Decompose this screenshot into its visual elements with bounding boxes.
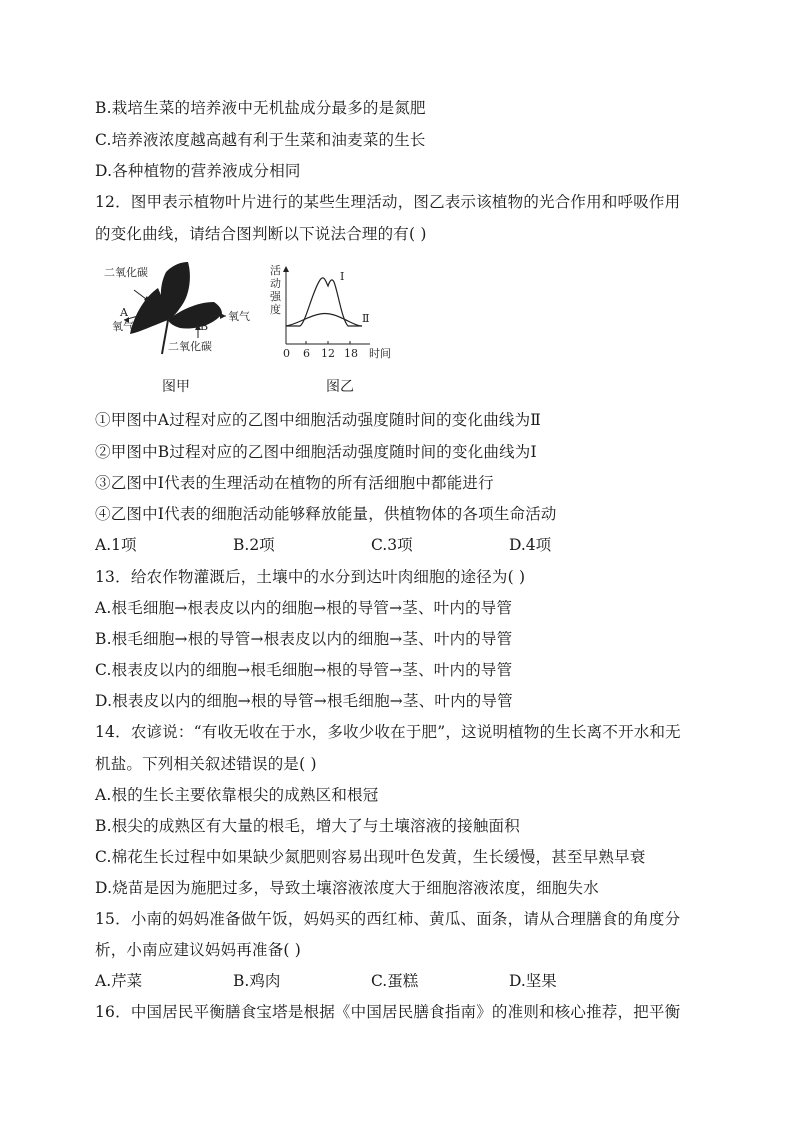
- q14-option-b: B.根尖的成熟区有大量的根毛，增大了与土壤溶液的接触面积: [95, 817, 520, 835]
- x-tick-18: 18: [344, 347, 358, 360]
- q12-statement-2: ②甲图中B过程对应的乙图中细胞活动强度随时间的变化曲线为Ⅰ: [95, 443, 537, 461]
- label-co2-top: 二氧化碳: [104, 266, 148, 279]
- q14-stem-line1: 14．农谚说：“有收无收在于水，多收少收在于肥”，这说明植物的生长离不开水和无: [95, 723, 681, 741]
- q15-option-c: C.蛋糕: [371, 972, 419, 990]
- q11-option-d: D.各种植物的营养液成分相同: [95, 162, 301, 180]
- q15-stem-line1: 15．小南的妈妈准备做午饭，妈妈买的西红柿、黄瓜、面条，请从合理膳食的角度分: [95, 910, 681, 928]
- x-tick-6: 6: [303, 347, 310, 360]
- y-label-3: 强: [270, 290, 281, 303]
- label-co2-bottom: 二氧化碳: [168, 340, 212, 353]
- q12-option-a: A.1项: [95, 536, 137, 554]
- q12-stem-line2: 的变化曲线，请结合图判断以下说法合理的有( ): [95, 225, 427, 243]
- q15-option-b: B.鸡肉: [233, 972, 281, 990]
- q12-statement-1: ①甲图中A过程对应的乙图中细胞活动强度随时间的变化曲线为Ⅱ: [95, 411, 542, 429]
- q13-option-d: D.根表皮以内的细胞→根的导管→根毛细胞→茎、叶内的导管: [95, 692, 513, 710]
- q12-option-b: B.2项: [233, 536, 275, 554]
- q16-stem-line1: 16．中国居民平衡膳食宝塔是根据《中国居民膳食指南》的准则和核心推荐，把平衡: [95, 1003, 681, 1021]
- figure-jia-leaf-diagram: [100, 258, 260, 360]
- q14-option-c: C.棉花生长过程中如果缺少氮肥则容易出现叶色发黄，生长缓慢，甚至早熟早衰: [95, 848, 646, 866]
- q12-stem-line1: 12．图甲表示植物叶片进行的某些生理活动，图乙表示该植物的光合作用和呼吸作用: [95, 193, 681, 211]
- q13-option-b: B.根毛细胞→根的导管→根表皮以内的细胞→茎、叶内的导管: [95, 630, 513, 648]
- label-o2-right: 氧气: [228, 310, 250, 323]
- q13-stem: 13．给农作物灌溉后，土壤中的水分到达叶肉细胞的途径为( ): [95, 568, 526, 586]
- q12-option-c: C.3项: [371, 536, 413, 554]
- curve-i-label: Ⅰ: [340, 270, 345, 283]
- curve-i: [286, 278, 362, 326]
- y-label-4: 度: [270, 303, 281, 316]
- label-o2-left: 氧气: [112, 320, 134, 333]
- figure-jia-caption: 图甲: [162, 379, 190, 395]
- figure-yi-activity-chart: [266, 262, 406, 362]
- q11-option-c: C.培养液浓度越高越有利于生菜和油麦菜的生长: [95, 131, 426, 149]
- y-label-1: 活: [270, 264, 281, 277]
- q14-option-a: A.根的生长主要依靠根尖的成熟区和根冠: [95, 786, 379, 804]
- x-tick-12: 12: [321, 347, 335, 360]
- curve-ii: [286, 313, 362, 326]
- label-a: A: [120, 306, 128, 319]
- label-b: B: [200, 320, 209, 333]
- y-label-2: 动: [270, 277, 281, 290]
- q15-stem-line2: 析，小南应建议妈妈再准备( ): [95, 941, 302, 959]
- q11-option-b: B.栽培生菜的培养液中无机盐成分最多的是氮肥: [95, 99, 426, 117]
- q15-option-d: D.坚果: [509, 972, 557, 990]
- curve-ii-label: Ⅱ: [362, 312, 370, 325]
- q15-option-a: A.芹菜: [95, 972, 143, 990]
- x-axis-label: 时间: [369, 347, 391, 360]
- q14-option-d: D.烧苗是因为施肥过多，导致土壤溶液浓度大于细胞溶液浓度，细胞失水: [95, 879, 599, 897]
- q12-option-d: D.4项: [509, 536, 552, 554]
- q14-stem-line2: 机盐。下列相关叙述错误的是( ): [95, 755, 317, 773]
- q12-statement-3: ③乙图中Ⅰ代表的生理活动在植物的所有活细胞中都能进行: [95, 474, 494, 492]
- figure-yi-caption: 图乙: [326, 379, 354, 395]
- q13-option-c: C.根表皮以内的细胞→根毛细胞→根的导管→茎、叶内的导管: [95, 661, 513, 679]
- q13-option-a: A.根毛细胞→根表皮以内的细胞→根的导管→茎、叶内的导管: [95, 599, 513, 617]
- q12-statement-4: ④乙图中Ⅰ代表的细胞活动能够释放能量，供植物体的各项生命活动: [95, 505, 557, 523]
- x-tick-0: 0: [283, 347, 290, 360]
